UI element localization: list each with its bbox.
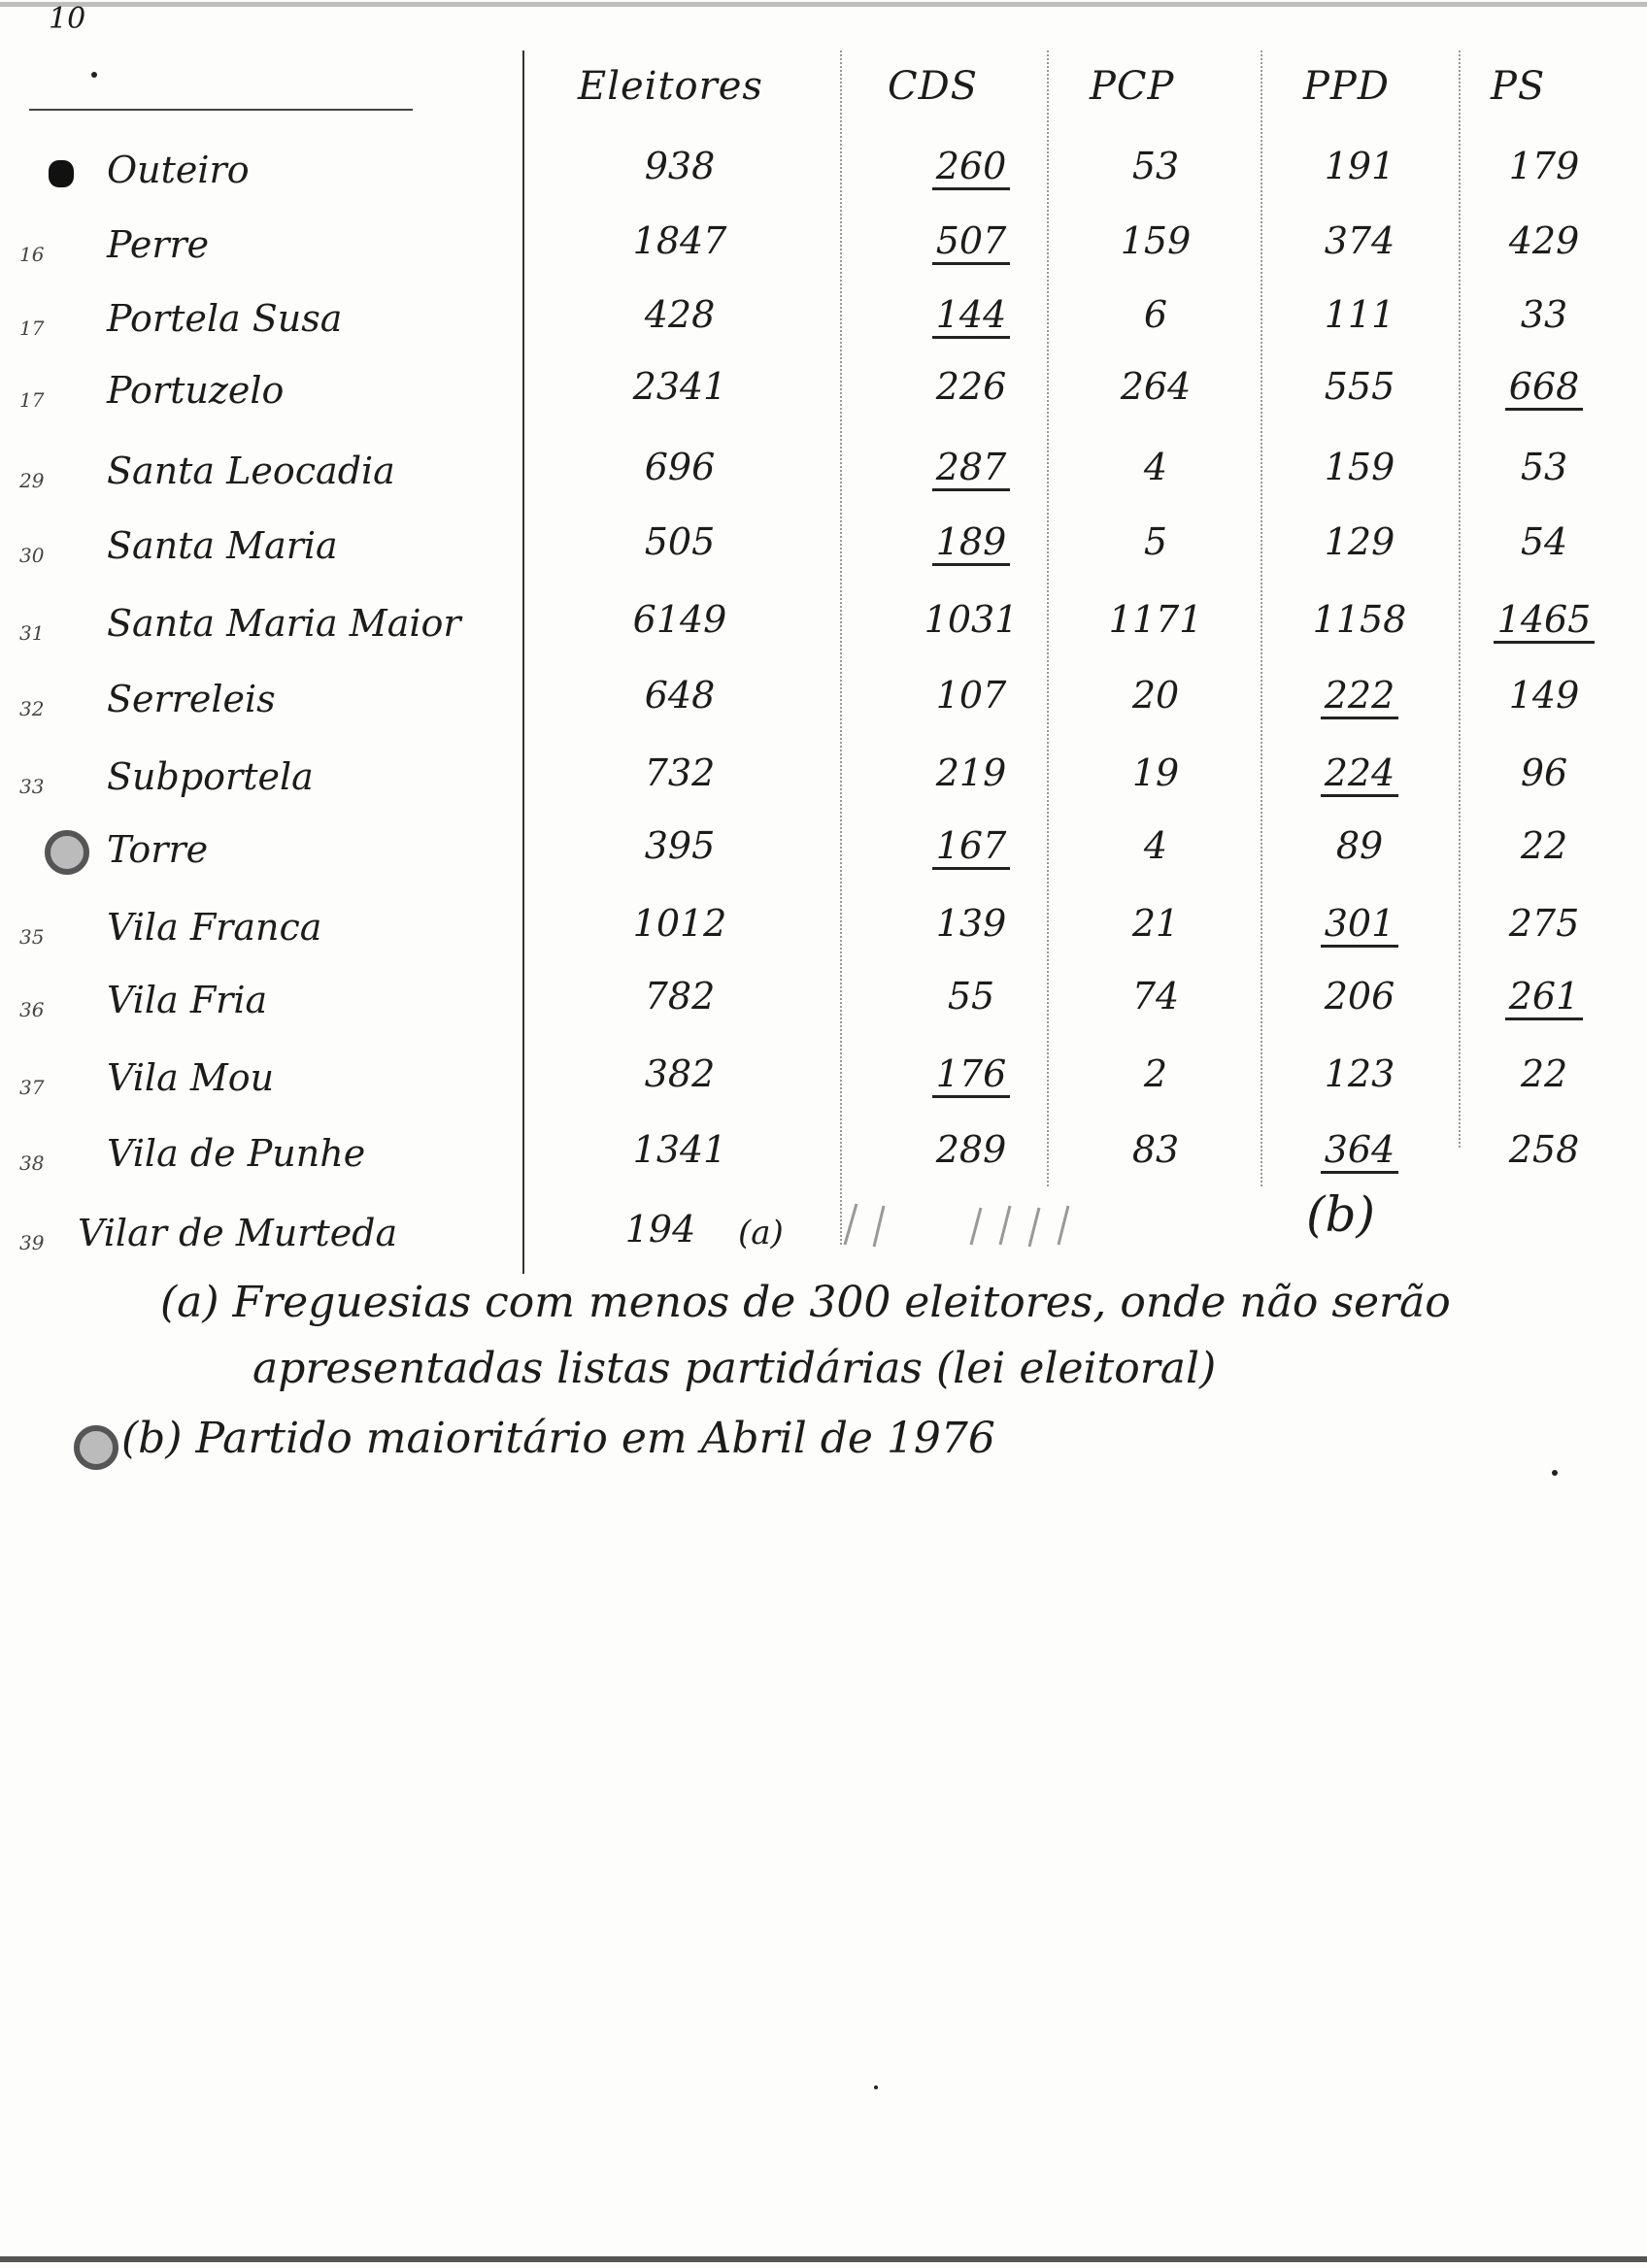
parish-name: Serreleis [107, 678, 276, 720]
cell-value: 260 [932, 145, 1011, 190]
cell-ppd [1262, 902, 1457, 945]
cell-pcp: 1171 [1108, 598, 1203, 641]
row-index: 17 [19, 388, 45, 412]
cell-value: 144 [932, 293, 1011, 339]
cell-pcp: 83 [1131, 1128, 1180, 1171]
bottom-edge [0, 2256, 1647, 2262]
cell-eleitores: 696 [644, 446, 716, 488]
cell-eleitores: 938 [644, 145, 716, 187]
row-index: 17 [19, 317, 45, 340]
cell-ppd: 159 [1324, 446, 1395, 488]
cell-cds: 219 [935, 751, 1007, 794]
cell-ps [1447, 365, 1641, 408]
table-row [0, 898, 1647, 966]
cell-eleitores: 1847 [632, 219, 727, 262]
cell-ps: 429 [1508, 219, 1580, 262]
punch-hole-mark [74, 1425, 118, 1470]
struck-out-marks [835, 1196, 1126, 1254]
table-row [0, 820, 1647, 888]
parish-name: Portuzelo [107, 369, 285, 412]
cell-ppd: 89 [1335, 824, 1384, 867]
row-index: 29 [19, 469, 45, 492]
cell-eleitores: 428 [644, 293, 716, 336]
parish-name: Torre [107, 828, 209, 871]
cell-ppd: 206 [1324, 975, 1395, 1017]
cell-pcp: 159 [1120, 219, 1192, 262]
table-row [0, 748, 1647, 816]
header-ps: PS [1491, 64, 1546, 109]
cell-value: 507 [932, 219, 1011, 265]
parish-name: Portela Susa [107, 297, 343, 340]
table-row [0, 1124, 1647, 1192]
cell-eleitores: 395 [644, 824, 716, 867]
cell-ppd: 111 [1324, 293, 1395, 336]
cell-cds: 55 [947, 975, 995, 1017]
cell-eleitores: 6149 [632, 598, 727, 641]
cell-cds: 107 [935, 674, 1007, 717]
cell-ps: 258 [1508, 1128, 1580, 1171]
cell-pcp: 6 [1143, 293, 1168, 336]
cell-ps [1447, 975, 1641, 1017]
parish-name: Subportela [107, 755, 314, 798]
cell-eleitores: 648 [644, 674, 716, 717]
cell-cds [874, 219, 1068, 262]
cell-ppd [1262, 1128, 1457, 1171]
row-index: 16 [19, 243, 45, 266]
parish-name: Santa Leocadia [107, 450, 395, 492]
parish-name: Vila Franca [107, 906, 322, 949]
punch-hole-mark [45, 830, 89, 875]
cell-cds [874, 520, 1068, 563]
cell-ppd: 374 [1324, 219, 1395, 262]
cell-cds [874, 145, 1068, 187]
cell-pcp: 264 [1120, 365, 1192, 408]
cell-ps [1447, 598, 1641, 641]
cell-eleitores: 1012 [632, 902, 727, 945]
cell-pcp: 74 [1131, 975, 1180, 1017]
bullet-mark [49, 160, 74, 187]
cell-pcp: 21 [1131, 902, 1180, 945]
cell-ppd: 123 [1324, 1052, 1395, 1095]
cell-pcp: 53 [1131, 145, 1180, 187]
cell-eleitores: 2341 [632, 365, 727, 408]
parish-name: Vila de Punhe [107, 1132, 366, 1175]
cell-ppd [1262, 674, 1457, 717]
cell-ps: 54 [1520, 520, 1568, 563]
header-ppd: PPD [1303, 64, 1390, 109]
cell-eleitores: 382 [644, 1052, 716, 1095]
cell-cds: 1031 [924, 598, 1019, 641]
cell-ps: 33 [1520, 293, 1568, 336]
cell-ps: 179 [1508, 145, 1580, 187]
cell-cds [874, 1052, 1068, 1095]
cell-eleitores: 782 [644, 975, 716, 1017]
cell-pcp: 5 [1143, 520, 1168, 563]
cell-cds: 226 [935, 365, 1007, 408]
cell-ps: 53 [1520, 446, 1568, 488]
row-index: 39 [19, 1231, 45, 1254]
cell-eleitores: 1341 [632, 1128, 727, 1171]
table-row [0, 670, 1647, 738]
top-edge [0, 2, 1647, 7]
cell-ppd: 1158 [1312, 598, 1407, 641]
row-index: 33 [19, 775, 45, 798]
cell-value: 301 [1321, 902, 1399, 948]
cell-value: 261 [1505, 975, 1584, 1020]
cell-eleitores: 732 [644, 751, 716, 794]
header-cds: CDS [888, 64, 979, 109]
ink-speck [91, 72, 97, 78]
cell-ppd: 129 [1324, 520, 1395, 563]
cell-pcp: 4 [1143, 824, 1168, 867]
table-row [0, 971, 1647, 1039]
table-row [0, 289, 1647, 357]
cell-eleitores: 505 [644, 520, 716, 563]
cell-pcp: 20 [1131, 674, 1180, 717]
row-index: 31 [19, 621, 45, 645]
table-row [0, 141, 1647, 209]
row-index: 30 [19, 544, 45, 567]
cell-ppd [1262, 751, 1457, 794]
cell-ps: 96 [1520, 751, 1568, 794]
cell-value: 1465 [1494, 598, 1596, 644]
table-row [0, 1049, 1647, 1117]
cell-value: 287 [932, 446, 1011, 491]
parish-name: Vilar de Murteda [78, 1212, 398, 1254]
row-index: 32 [19, 697, 45, 720]
row-index: 37 [19, 1076, 45, 1099]
cell-value: 668 [1505, 365, 1584, 411]
parish-name: Perre [107, 223, 210, 266]
ink-speck [874, 2085, 878, 2089]
cell-eleitores: 194 [624, 1208, 696, 1251]
ink-speck [1552, 1470, 1558, 1476]
cell-value: 189 [932, 520, 1011, 566]
table-row [0, 216, 1647, 284]
footnote-a-line2: apresentadas listas partidárias (lei eleitoral) [252, 1344, 1217, 1393]
cell-cds: 289 [935, 1128, 1007, 1171]
table-row [0, 1204, 1647, 1272]
footnote-a-line1: (a) Freguesias com menos de 300 eleitores, onde não serão [160, 1278, 1451, 1327]
cell-ps: 22 [1520, 824, 1568, 867]
header-pcp: PCP [1090, 64, 1175, 109]
cell-pcp: 2 [1143, 1052, 1168, 1095]
cell-value: 224 [1321, 751, 1399, 797]
cell-value: 167 [932, 824, 1011, 870]
page-corner-mark: 10 [49, 2, 86, 36]
cell-value: 222 [1321, 674, 1399, 719]
table-row [0, 361, 1647, 429]
cell-ppd: 191 [1324, 145, 1395, 187]
header-eleitores: Eleitores [578, 64, 763, 109]
cell-value: 364 [1321, 1128, 1399, 1174]
parish-name: Santa Maria Maior [107, 602, 461, 645]
parish-name: Outeiro [107, 149, 250, 191]
row-index: 35 [19, 925, 45, 949]
cell-cds [874, 446, 1068, 488]
cell-cds: 139 [935, 902, 1007, 945]
cell-value: 176 [932, 1052, 1011, 1098]
table-row [0, 517, 1647, 584]
row-index: 36 [19, 998, 45, 1021]
cell-ppd: 555 [1324, 365, 1395, 408]
parish-name: Vila Fria [107, 979, 268, 1021]
parish-name: Santa Maria [107, 524, 338, 567]
footnote-marker-a: (a) [738, 1214, 784, 1252]
parish-name: Vila Mou [107, 1056, 275, 1099]
cell-pcp: 4 [1143, 446, 1168, 488]
footnote-b: (b) Partido maioritário em Abril de 1976 [121, 1414, 995, 1463]
cell-ps: 149 [1508, 674, 1580, 717]
cell-ps: 22 [1520, 1052, 1568, 1095]
cell-pcp: 19 [1131, 751, 1180, 794]
cell-ps: 275 [1508, 902, 1580, 945]
cell-cds [874, 824, 1068, 867]
row-index: 38 [19, 1151, 45, 1175]
footnote-marker-b: (b) [1306, 1186, 1376, 1243]
table-row [0, 594, 1647, 662]
cell-cds [874, 293, 1068, 336]
header-rule [29, 109, 413, 111]
table-row [0, 442, 1647, 510]
